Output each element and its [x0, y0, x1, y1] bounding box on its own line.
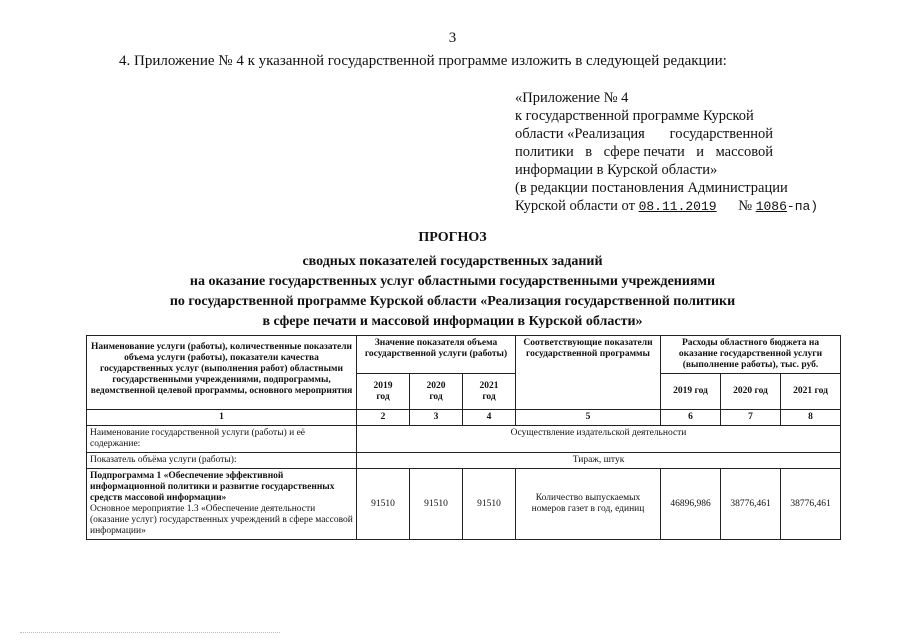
volume-2019: 91510 — [357, 469, 410, 540]
heading-line-2: на оказание государственных услуг областными государственными учреждениями — [189, 274, 716, 289]
column-number: 5 — [516, 410, 661, 426]
program-cell — [87, 469, 357, 540]
header-year-2020: 2020 год — [410, 374, 463, 410]
indicator-label: Показатель объёма услуги (работы): — [87, 453, 357, 469]
document-heading — [0, 228, 905, 332]
header-expense-2021: 2021 год — [781, 374, 841, 410]
appendix-line-2: к государственной программе Курской — [515, 108, 754, 124]
header-year-2021: 2021 год — [463, 374, 516, 410]
column-number: 7 — [721, 410, 781, 426]
header-col-3: Соответствующие показатели государственной программы — [516, 336, 661, 410]
column-number: 2 — [357, 410, 410, 426]
header-expense-2020: 2020 год — [721, 374, 781, 410]
service-value: Осуществление издательской деятельности — [357, 426, 841, 453]
table-row-data — [87, 469, 841, 540]
service-label: Наименование государственной услуги (работы) и её содержание: — [87, 426, 357, 453]
column-number: 1 — [87, 410, 357, 426]
table-numbering-row — [87, 410, 841, 426]
table-row-indicator — [87, 453, 841, 469]
heading-title: ПРОГНОЗ — [418, 230, 487, 245]
volume-2021: 91510 — [463, 469, 516, 540]
volume-2020: 91510 — [410, 469, 463, 540]
indicator-value: Тираж, штук — [357, 453, 841, 469]
appendix-line-5: информации в Курской области» — [515, 162, 718, 178]
program-indicator: Количество выпускаемых номеров газет в год, единиц — [516, 469, 661, 540]
header-col-4: Расходы областного бюджета на оказание государственной услуги (выполнение работы), тыс. руб. — [661, 336, 841, 374]
header-year-2019: 2019 год — [357, 374, 410, 410]
activity-name: Основное мероприятие 1.3 «Обеспечение деятельности (оказание услуг) государственных учреждений в сфере массовой информации» — [90, 504, 353, 536]
footer-divider — [20, 632, 280, 633]
column-number: 3 — [410, 410, 463, 426]
heading-line-1: сводных показателей государственных заданий — [302, 254, 603, 269]
forecast-table — [86, 335, 841, 540]
expense-2020: 38776,461 — [721, 469, 781, 540]
heading-line-4: в сфере печати и массовой информации в Курской области» — [262, 314, 643, 329]
heading-line-3: по государственной программе Курской области «Реализация государственной политики — [169, 294, 736, 309]
column-number: 6 — [661, 410, 721, 426]
appendix-line-4: политики в сфере печати и массовой — [515, 144, 773, 160]
appendix-line-3: области «Реализация государственной — [515, 126, 773, 142]
header-col-2: Значение показателя объема государственной услуги (работы) — [357, 336, 516, 374]
appendix-line-7: Курской области от 08.11.2019 № 1086-па) — [515, 198, 819, 214]
column-number: 8 — [781, 410, 841, 426]
appendix-block — [515, 89, 841, 216]
resolution-date: 08.11.2019 — [638, 199, 717, 214]
expense-2021: 38776,461 — [781, 469, 841, 540]
appendix-line-6: (в редакции постановления Администрации — [515, 180, 788, 196]
header-expense-2019: 2019 год — [661, 374, 721, 410]
expense-2019: 46896,986 — [661, 469, 721, 540]
resolution-number: 1086 — [755, 199, 787, 214]
header-col-1: Наименование услуги (работы), количественные показатели объема услуги (работы), показатели качества государственных услуг (выполнения работ) областными государственными учреждениями, подпрограммы, ведомственной целевой программы, основного мероприятия — [87, 336, 357, 410]
appendix-line-1: «Приложение № 4 — [515, 90, 629, 106]
table-row-service — [87, 426, 841, 453]
intro-paragraph: 4. Приложение № 4 к указанной государственной программе изложить в следующей редакции: — [119, 53, 727, 69]
column-number: 4 — [463, 410, 516, 426]
page-number: 3 — [448, 30, 457, 46]
subprogram-name: Подпрограмма 1 «Обеспечение эффективной информационной политики и развитие государственных средств массовой информации» — [90, 471, 335, 503]
table-header-row-1 — [87, 336, 841, 374]
